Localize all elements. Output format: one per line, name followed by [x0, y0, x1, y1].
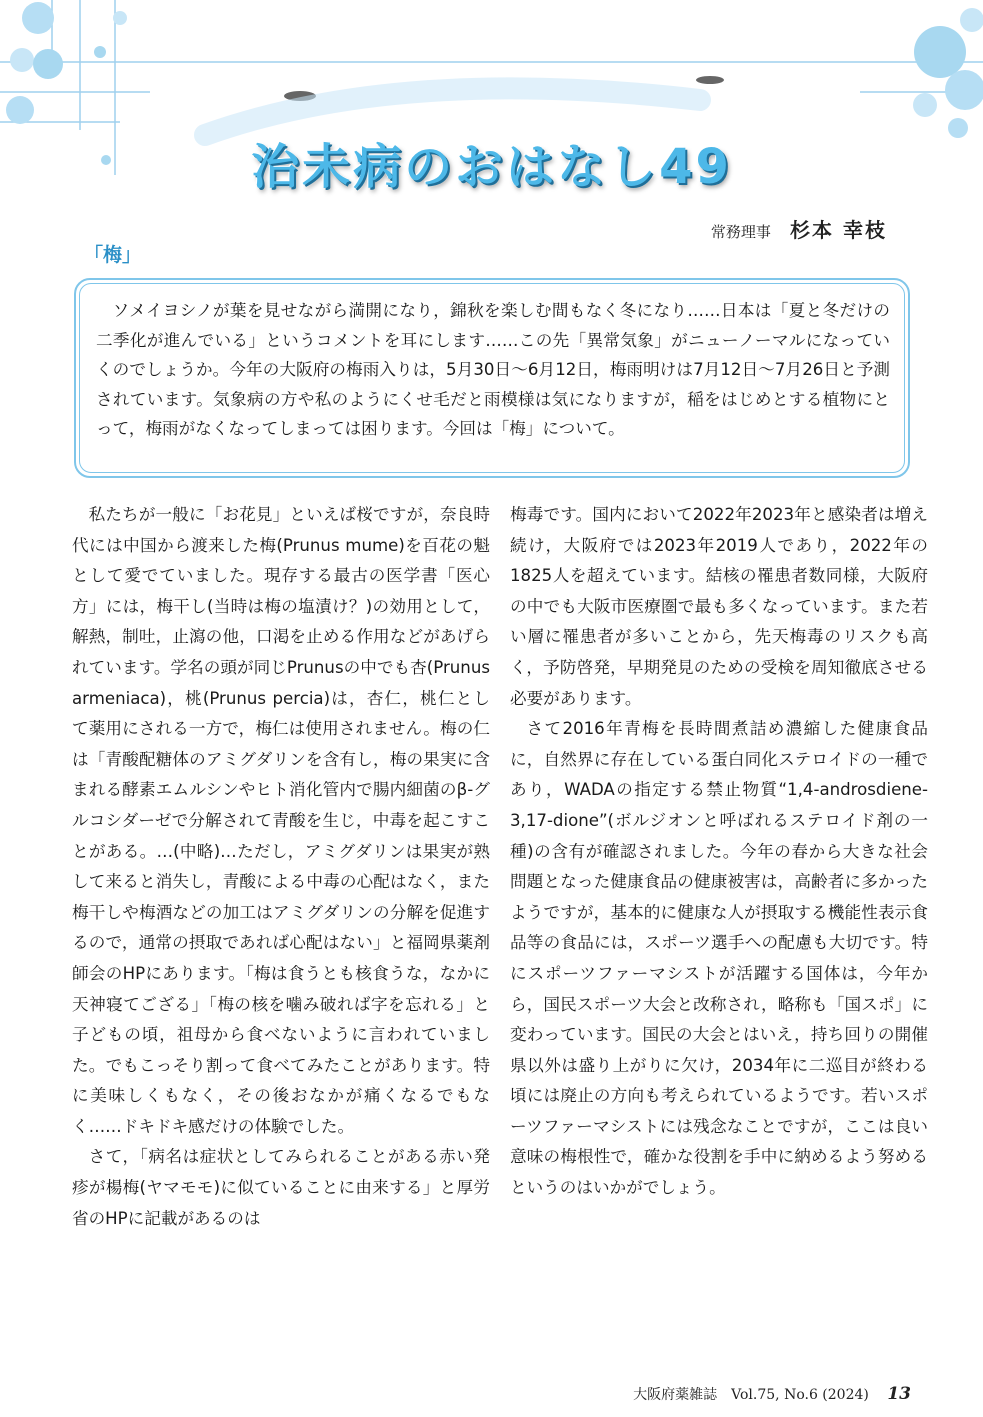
- journal-citation: 大阪府薬雑誌 Vol.75, No.6 (2024): [633, 1387, 869, 1403]
- paragraph: さて，「病名は症状としてみられることがある赤い発疹が楊梅(ヤマモモ)に似ていることに由来する」と厚労省のHPに記載があるのは: [72, 1147, 490, 1228]
- topic-heading: 「梅」: [84, 244, 142, 266]
- intro-text: ソメイヨシノが葉を見せながら満開になり，錦秋を楽しむ間もなく冬になり……日本は「夏と冬だけの二季化が進んでいる」というコメントを耳にします……この先「異常気象」がニューノーマルになっていくのでしょうか。今年の大阪府の梅雨入りは，5月30日～6月12日，梅雨明けは7月12日～7月26日と予測されています。気象病の方や私のようにくせ毛だと雨模様は気になりますが，稲をはじめとする植物にとって，梅雨がなくなってしまっては困ります。今回は「梅」について。: [79, 283, 905, 473]
- paragraph: 私たちが一般に「お花見」といえば桜ですが，奈良時代には中国から渡来した梅(Prunus mume)を百花の魁として愛でていました。現存する最古の医学書「医心方」には，梅干し(当時は梅の塩漬け？)の効用として，解熱，制吐，止瀉の他，口渇を止める作用などがあげられています。学名の頭が同じPrunusの中でも杏(Prunus armeniaca)，桃(Prunus percia)は，杏仁，桃仁として薬用にされる一方で，梅仁は使用されません。梅の仁は「青酸配糖体のアミグダリンを含有し，梅の果実に含まれる酵素エムルシンやヒト消化管内で腸内細菌のβ-グルコシダーゼで分解されて青酸を生じ，中毒を起こすことがある。…(中略)…ただし，アミグダリンは果実が熟して来ると消失し，青酸による中毒の心配はなく，また梅干しや梅酒などの加工はアミグダリンの分解を促進するので，通常の摂取であれば心配はない」と福岡県薬剤師会のHPにあります。「梅は食うとも核食うな，なかに天神寝てござる」「梅の核を噛み破れば字を忘れる」と子どもの頃，祖母から食べないように言われていました。でもこっそり割って食べてみたことがあります。特に美味しくもなく，その後おなかが痛くなるでもなく……ドキドキ感だけの体験でした。: [72, 505, 490, 1136]
- author-line: [711, 214, 887, 243]
- author-role: 常務理事: [710, 223, 771, 241]
- author-name: 杉本 幸枝: [790, 218, 887, 242]
- footer: [633, 1384, 911, 1404]
- body-column-left: [72, 500, 490, 1234]
- page-number: 13: [887, 1384, 911, 1404]
- body-column-right: [510, 500, 928, 1204]
- paragraph: さて2016年青梅を長時間煮詰め濃縮した健康食品に，自然界に存在している蛋白同化ステロイドの一種であり，WADAの指定する禁止物質“1,4-androsdiene-3,17-dione”(ボルジオンと呼ばれるステロイド剤の一種)の含有が確認されました。今年の春から大きな社会問題となった健康食品の健康被害は，高齢者に多かったようですが，基本的に健康な人が摂取する機能性表示食品等の食品には，スポーツ選手への配慮も大切です。特にスポーツファーマシストが活躍する国体は，今年から，国民スポーツ大会と改称され，略称も「国スポ」に変わっています。国民の大会とはいえ，持ち回りの開催県以外は盛り上がりに欠け，2034年に二巡目が終わる頃には廃止の方向も考えられているようです。若いスポーツファーマシストには残念なことですが，ここは良い意味の梅根性で，確かな役割を手中に納めるよう努めるというのはいかがでしょう。: [510, 719, 928, 1198]
- page-title: 治未病のおはなし49: [251, 139, 732, 195]
- paragraph: 梅毒です。国内において2022年2023年と感染者は増え続け，大阪府では2023年2019人であり，2022年の1825人を超えています。結核の罹患者数同様，大阪府の中でも大阪市医療圏で最も多くなっています。また若い層に罹患者が多いことから，先天梅毒のリスクも高く，予防啓発，早期発見のための受検を周知徹底させる必要があります。: [510, 505, 928, 708]
- intro-box: [74, 278, 910, 478]
